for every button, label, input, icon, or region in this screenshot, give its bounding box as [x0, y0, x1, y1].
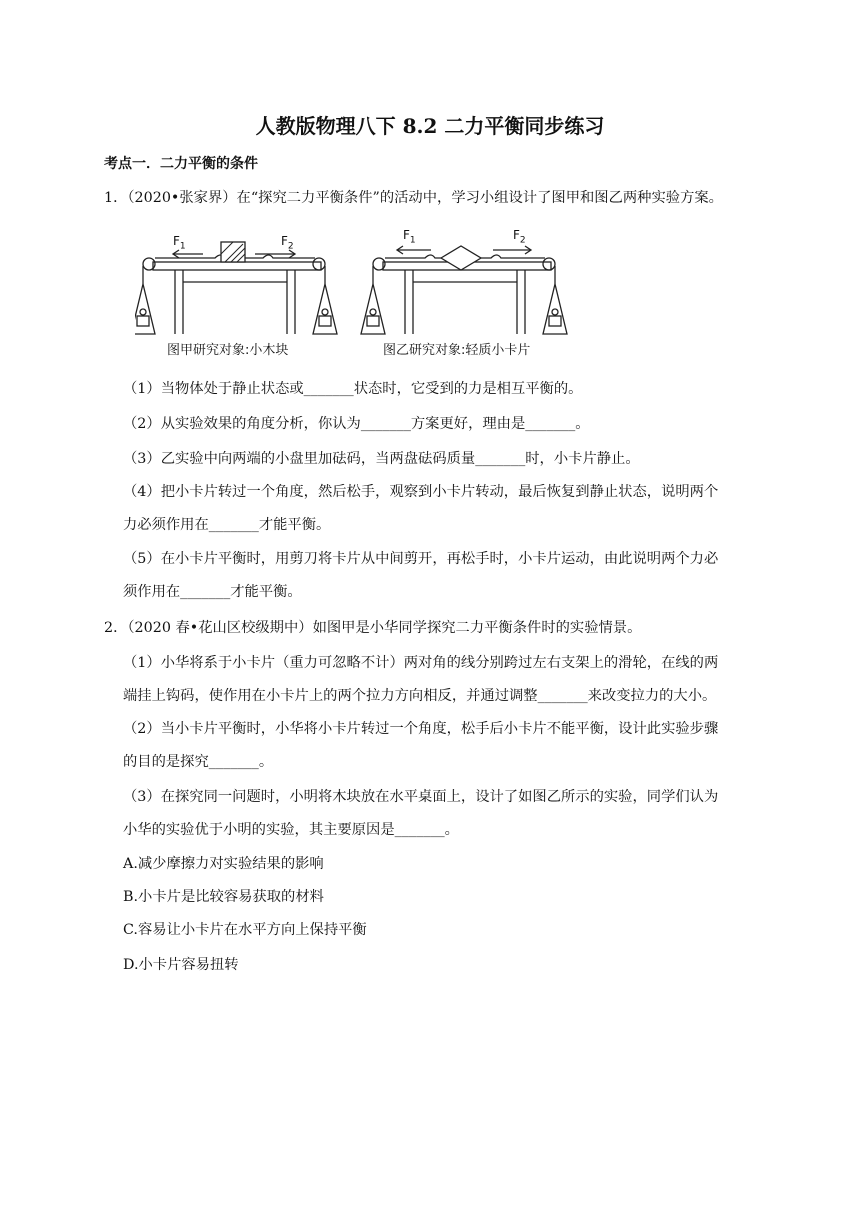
q1-part-1: （1）当物体处于静止状态或_______状态时，它受到的力是相互平衡的。 — [123, 381, 583, 397]
q2-part-1: （1）小华将系于小卡片（重力可忽略不计）两对角的线分别跨过左右支架上的滑轮，在线的两 — [123, 655, 719, 671]
q2-part-1-cont: 端挂上钩码，使作用在小卡片上的两个拉力方向相反，并通过调整_______来改变拉力的大小。 — [123, 688, 717, 704]
q2-option-d: D.小卡片容易扭转 — [123, 957, 239, 973]
q1-part-2: （2）从实验效果的角度分析，你认为_______方案更好，理由是_______。 — [123, 416, 590, 432]
question-2-stem: 2．（2020 春•花山区校级期中）如图甲是小华同学探究二力平衡条件时的实验情景。 — [104, 620, 642, 636]
question-1-stem: 1．（2020•张家界）在“探究二力平衡条件”的活动中，学习小组设计了图甲和图乙两种实验方案。 — [104, 190, 723, 206]
figure-a-caption: 图甲研究对象:小木块 — [167, 343, 289, 358]
force-label-f2-a: $F_2$ — [281, 234, 294, 252]
q1-part-4: （4）把小卡片转过一个角度，然后松手，观察到小卡片转动，最后恢复到静止状态，说明两个 — [123, 484, 719, 500]
figure-b-caption: 图乙研究对象:轻质小卡片 — [383, 343, 531, 358]
section-heading: 考点一．二力平衡的条件 — [104, 156, 258, 172]
q2-option-b: B.小卡片是比较容易获取的材料 — [123, 889, 324, 905]
q2-option-c: C.容易让小卡片在水平方向上保持平衡 — [123, 922, 367, 938]
force-label-f1-a: $F_1$ — [173, 234, 186, 252]
page-title: 人教版物理八下 8.2 二力平衡同步练习 — [255, 114, 605, 138]
q2-part-3-cont: 小华的实验优于小明的实验，其主要原因是_______。 — [123, 822, 459, 838]
q2-part-2: （2）当小卡片平衡时，小华将小卡片转过一个角度，松手后小卡片不能平衡，设计此实验步骤 — [123, 721, 719, 737]
q2-part-3: （3）在探究同一问题时，小明将木块放在水平桌面上，设计了如图乙所示的实验，同学们认为 — [123, 789, 719, 805]
light-card — [441, 246, 481, 270]
q1-part-3: （3）乙实验中向两端的小盘里加砝码，当两盘砝码质量_______时，小卡片静止。 — [123, 451, 640, 467]
force-label-f2-b: $F_2$ — [513, 228, 526, 246]
q1-part-4-cont: 力必须作用在_______才能平衡。 — [123, 517, 331, 533]
q1-part-5: （5）在小卡片平衡时，用剪刀将卡片从中间剪开，再松手时，小卡片运动，由此说明两个力必 — [123, 551, 719, 567]
q2-part-2-cont: 的目的是探究_______。 — [123, 754, 274, 770]
q1-part-5-cont: 须作用在_______才能平衡。 — [123, 584, 302, 600]
experiment-figure — [135, 224, 575, 364]
force-label-f1-b: $F_1$ — [403, 228, 416, 246]
q2-option-a: A.减少摩擦力对实验结果的影响 — [123, 856, 324, 872]
